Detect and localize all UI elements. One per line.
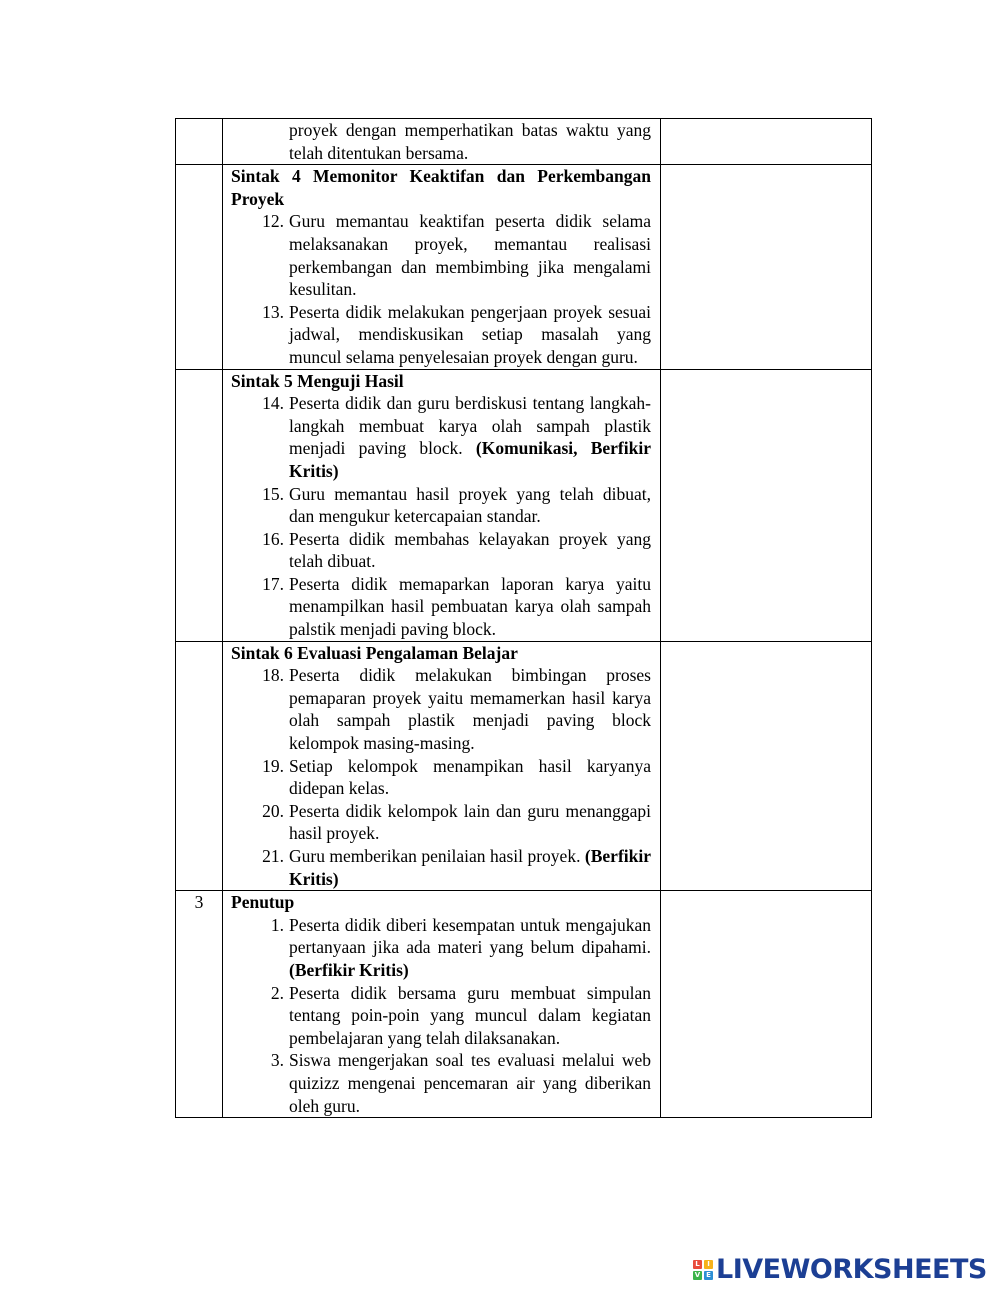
item-text: Peserta didik dan guru berdiskusi tentang langkah-langkah membuat karya olah sampah plastik menjadi paving block. <box>289 393 651 459</box>
item-number: 16. <box>262 528 284 549</box>
notes-cell <box>661 165 872 369</box>
continued-text: proyek dengan memperhatikan batas waktu yang telah ditentukan bersama. <box>289 120 651 163</box>
item-number: 12. <box>262 211 284 232</box>
item-number: 19. <box>262 755 284 776</box>
item-emphasis: (Berfikir Kritis) <box>289 959 409 980</box>
list-item <box>231 1049 651 1117</box>
item-text: Guru memberikan penilaian hasil proyek. <box>289 846 585 866</box>
row-number-cell <box>176 119 223 165</box>
activity-cell <box>223 891 661 1118</box>
item-number: 21. <box>262 846 284 866</box>
list-item <box>231 664 651 754</box>
table-row <box>176 641 872 891</box>
item-emphasis: (Berfikir Kritis) <box>289 846 651 889</box>
item-number: 20. <box>262 800 284 821</box>
list-item <box>231 483 651 528</box>
steps-list <box>231 914 651 1117</box>
list-item <box>231 392 651 482</box>
section-heading: Penutup <box>231 892 295 913</box>
item-number: 1. <box>270 914 284 935</box>
logo-mark-icon <box>693 1260 713 1280</box>
item-text: Peserta didik melakukan bimbingan proses pemaparan proyek yaitu memamerkan hasil karya olah sampah plastik menjadi paving block kelompok masing-masing. <box>289 665 651 754</box>
item-number: 15. <box>262 483 284 504</box>
item-number: 2. <box>270 982 284 1003</box>
activity-cell <box>223 641 661 891</box>
list-item <box>231 982 651 1050</box>
row-number-cell <box>176 369 223 641</box>
table-row <box>176 369 872 641</box>
notes-cell <box>661 641 872 891</box>
section-heading: Sintak 4 Memonitor Keaktifan dan Perkembangan Proyek <box>231 166 651 209</box>
section-heading: Sintak 6 Evaluasi Pengalaman Belajar <box>231 642 518 663</box>
lesson-activity-table <box>175 118 872 1118</box>
item-text: Siswa mengerjakan soal tes evaluasi melalui web quizizz mengenai pencemaran air yang diberikan oleh guru. <box>289 1050 651 1116</box>
logo-mark-tile: V <box>694 1271 701 1279</box>
item-number: 14. <box>262 393 284 414</box>
list-item <box>231 573 651 641</box>
activity-cell <box>223 369 661 641</box>
logo-mark-tile: E <box>704 1271 713 1280</box>
logo-text: LIVEWORKSHEETS <box>716 1253 987 1285</box>
item-emphasis: (Komunikasi, Berfikir Kritis) <box>289 438 651 481</box>
item-text: Peserta didik membahas kelayakan proyek yang telah dibuat. <box>289 528 651 572</box>
item-text: Peserta didik kelompok lain dan guru menanggapi hasil proyek. <box>289 800 651 844</box>
row-number-cell: 3 <box>176 891 223 1118</box>
list-item <box>231 755 651 800</box>
table-row <box>176 165 872 369</box>
item-text: Peserta didik melakukan pengerjaan proyek sesuai jadwal, mendiskusikan setiap masalah yang muncul selama penyelesaian proyek dengan guru. <box>289 301 651 367</box>
notes-cell <box>661 119 872 165</box>
item-text: Guru memantau keaktifan peserta didik selama melaksanakan proyek, memantau realisasi perkembangan dan membimbing jika mengalami kesulitan. <box>289 211 651 300</box>
list-item <box>231 845 651 890</box>
activity-cell <box>223 165 661 369</box>
item-text: Guru memantau hasil proyek yang telah dibuat, dan mengukur ketercapaian standar. <box>289 483 651 527</box>
section-heading: Sintak 5 Menguji Hasil <box>231 370 404 391</box>
list-item <box>231 800 651 845</box>
table-row <box>176 119 872 165</box>
item-text: Setiap kelompok menampikan hasil karyanya didepan kelas. <box>289 755 651 799</box>
steps-list <box>231 392 651 641</box>
item-number: 3. <box>270 1050 284 1071</box>
activity-cell <box>223 119 661 165</box>
liveworksheets-logo <box>693 1255 987 1285</box>
table-row <box>176 891 872 1118</box>
list-item <box>231 914 651 982</box>
list-item <box>231 301 651 369</box>
notes-cell <box>661 891 872 1118</box>
item-number: 18. <box>262 665 284 686</box>
list-item <box>231 528 651 573</box>
item-number: 13. <box>262 301 284 322</box>
row-number-cell <box>176 165 223 369</box>
item-text: Peserta didik diberi kesempatan untuk mengajukan pertanyaan jika ada materi yang belum dipahami. <box>289 914 651 958</box>
steps-list <box>231 664 651 890</box>
steps-list <box>231 210 651 368</box>
list-item <box>231 210 651 300</box>
logo-mark-tile: L <box>693 1260 702 1269</box>
item-text: Peserta didik memaparkan laporan karya yaitu menampilkan hasil pembuatan karya olah sampah palstik menjadi paving block. <box>289 573 651 640</box>
logo-mark-tile: I <box>704 1260 713 1269</box>
item-text: Peserta didik bersama guru membuat simpulan tentang poin-poin yang muncul dalam kegiatan pembelajaran yang telah dilaksanakan. <box>289 982 651 1048</box>
item-number: 17. <box>262 573 284 594</box>
notes-cell <box>661 369 872 641</box>
row-number-cell <box>176 641 223 891</box>
